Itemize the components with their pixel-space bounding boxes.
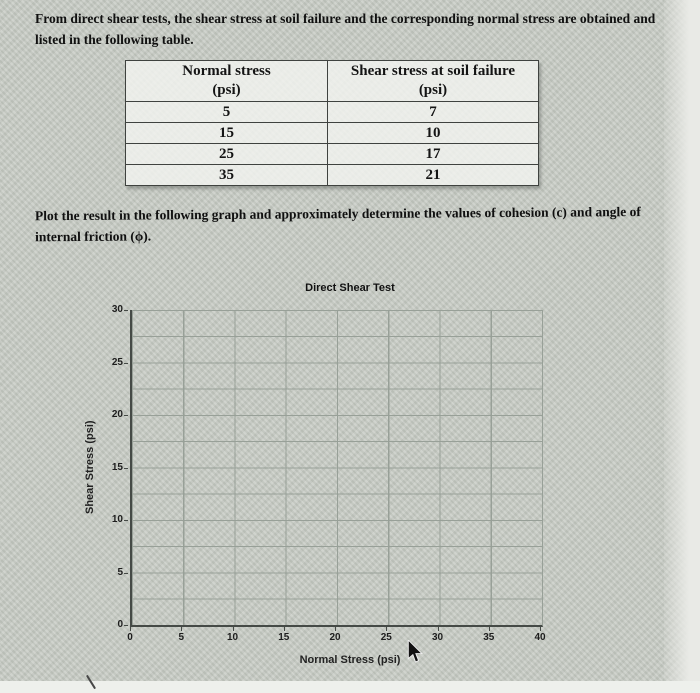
y-tick-mark bbox=[124, 573, 128, 574]
y-tick-mark bbox=[124, 310, 128, 311]
y-tick-label: 25 bbox=[111, 356, 123, 368]
instruction-text: Plot the result in the following graph and approximately determine the values of cohesion (c) and angle of internal friction (ϕ). bbox=[34, 204, 641, 245]
x-axis-title: Normal Stress (psi) bbox=[299, 654, 401, 666]
page-edge-right bbox=[664, 0, 700, 693]
y-tick-label: 10 bbox=[111, 514, 123, 525]
table-header-cell-normal-stress bbox=[126, 61, 328, 102]
x-tick-mark bbox=[386, 627, 387, 631]
x-tick-mark bbox=[233, 627, 234, 631]
y-tick-mark bbox=[124, 363, 128, 364]
x-tick-mark bbox=[438, 627, 439, 631]
table-cell: 17 bbox=[327, 144, 538, 165]
table-cell: 7 bbox=[327, 102, 538, 123]
table-cell: 21 bbox=[327, 165, 538, 186]
x-tick-label: 15 bbox=[278, 632, 290, 643]
x-tick-label: 40 bbox=[534, 632, 546, 643]
table-cell: 35 bbox=[126, 165, 328, 186]
table-header-cell-shear-stress bbox=[327, 61, 538, 102]
y-axis-title: Shear Stress (psi) bbox=[84, 420, 96, 515]
column-unit: (psi) bbox=[418, 82, 448, 98]
x-tick-label: 30 bbox=[431, 632, 444, 643]
x-tick-mark bbox=[130, 627, 131, 631]
y-tick-label: 30 bbox=[111, 304, 123, 315]
column-unit: (psi) bbox=[212, 82, 241, 98]
intro-text: From direct shear tests, the shear stress at soil failure and the corresponding normal stress are obtained and listed in the following table. bbox=[35, 11, 656, 47]
y-tick-mark bbox=[124, 520, 128, 521]
table-cell: 25 bbox=[126, 144, 328, 165]
x-tick-mark bbox=[181, 627, 182, 631]
column-title: Normal stress bbox=[182, 63, 271, 79]
mouse-cursor-icon bbox=[407, 640, 424, 664]
x-tick-label: 10 bbox=[226, 632, 239, 643]
y-tick-label: 5 bbox=[117, 566, 123, 578]
x-tick-label: 35 bbox=[483, 632, 495, 643]
table-row bbox=[126, 102, 539, 123]
x-tick-mark bbox=[284, 627, 285, 631]
y-tick-mark bbox=[124, 625, 128, 626]
x-tick-mark bbox=[335, 627, 336, 631]
y-tick-mark bbox=[124, 415, 128, 416]
y-tick-label: 15 bbox=[111, 461, 123, 473]
y-tick-label: 20 bbox=[111, 409, 123, 420]
table-row bbox=[126, 165, 539, 186]
x-tick-label: 0 bbox=[127, 632, 133, 643]
table-cell: 15 bbox=[126, 123, 328, 144]
table-row bbox=[126, 123, 539, 144]
x-tick-mark bbox=[489, 627, 490, 631]
table-cell: 5 bbox=[126, 102, 328, 123]
x-tick-label: 5 bbox=[178, 632, 185, 643]
chart bbox=[85, 282, 575, 684]
x-tick-mark bbox=[540, 627, 541, 631]
table-header-row bbox=[126, 61, 539, 102]
column-title: Shear stress at soil failure bbox=[350, 63, 516, 79]
chart-title: Direct Shear Test bbox=[305, 282, 395, 294]
plot-area bbox=[130, 310, 543, 627]
data-table bbox=[125, 60, 539, 186]
x-tick-label: 25 bbox=[380, 632, 392, 643]
x-tick-label: 20 bbox=[329, 632, 341, 643]
y-tick-label: 0 bbox=[117, 619, 123, 630]
table-cell: 10 bbox=[327, 123, 538, 144]
table-row bbox=[126, 144, 539, 165]
y-tick-mark bbox=[124, 468, 128, 469]
